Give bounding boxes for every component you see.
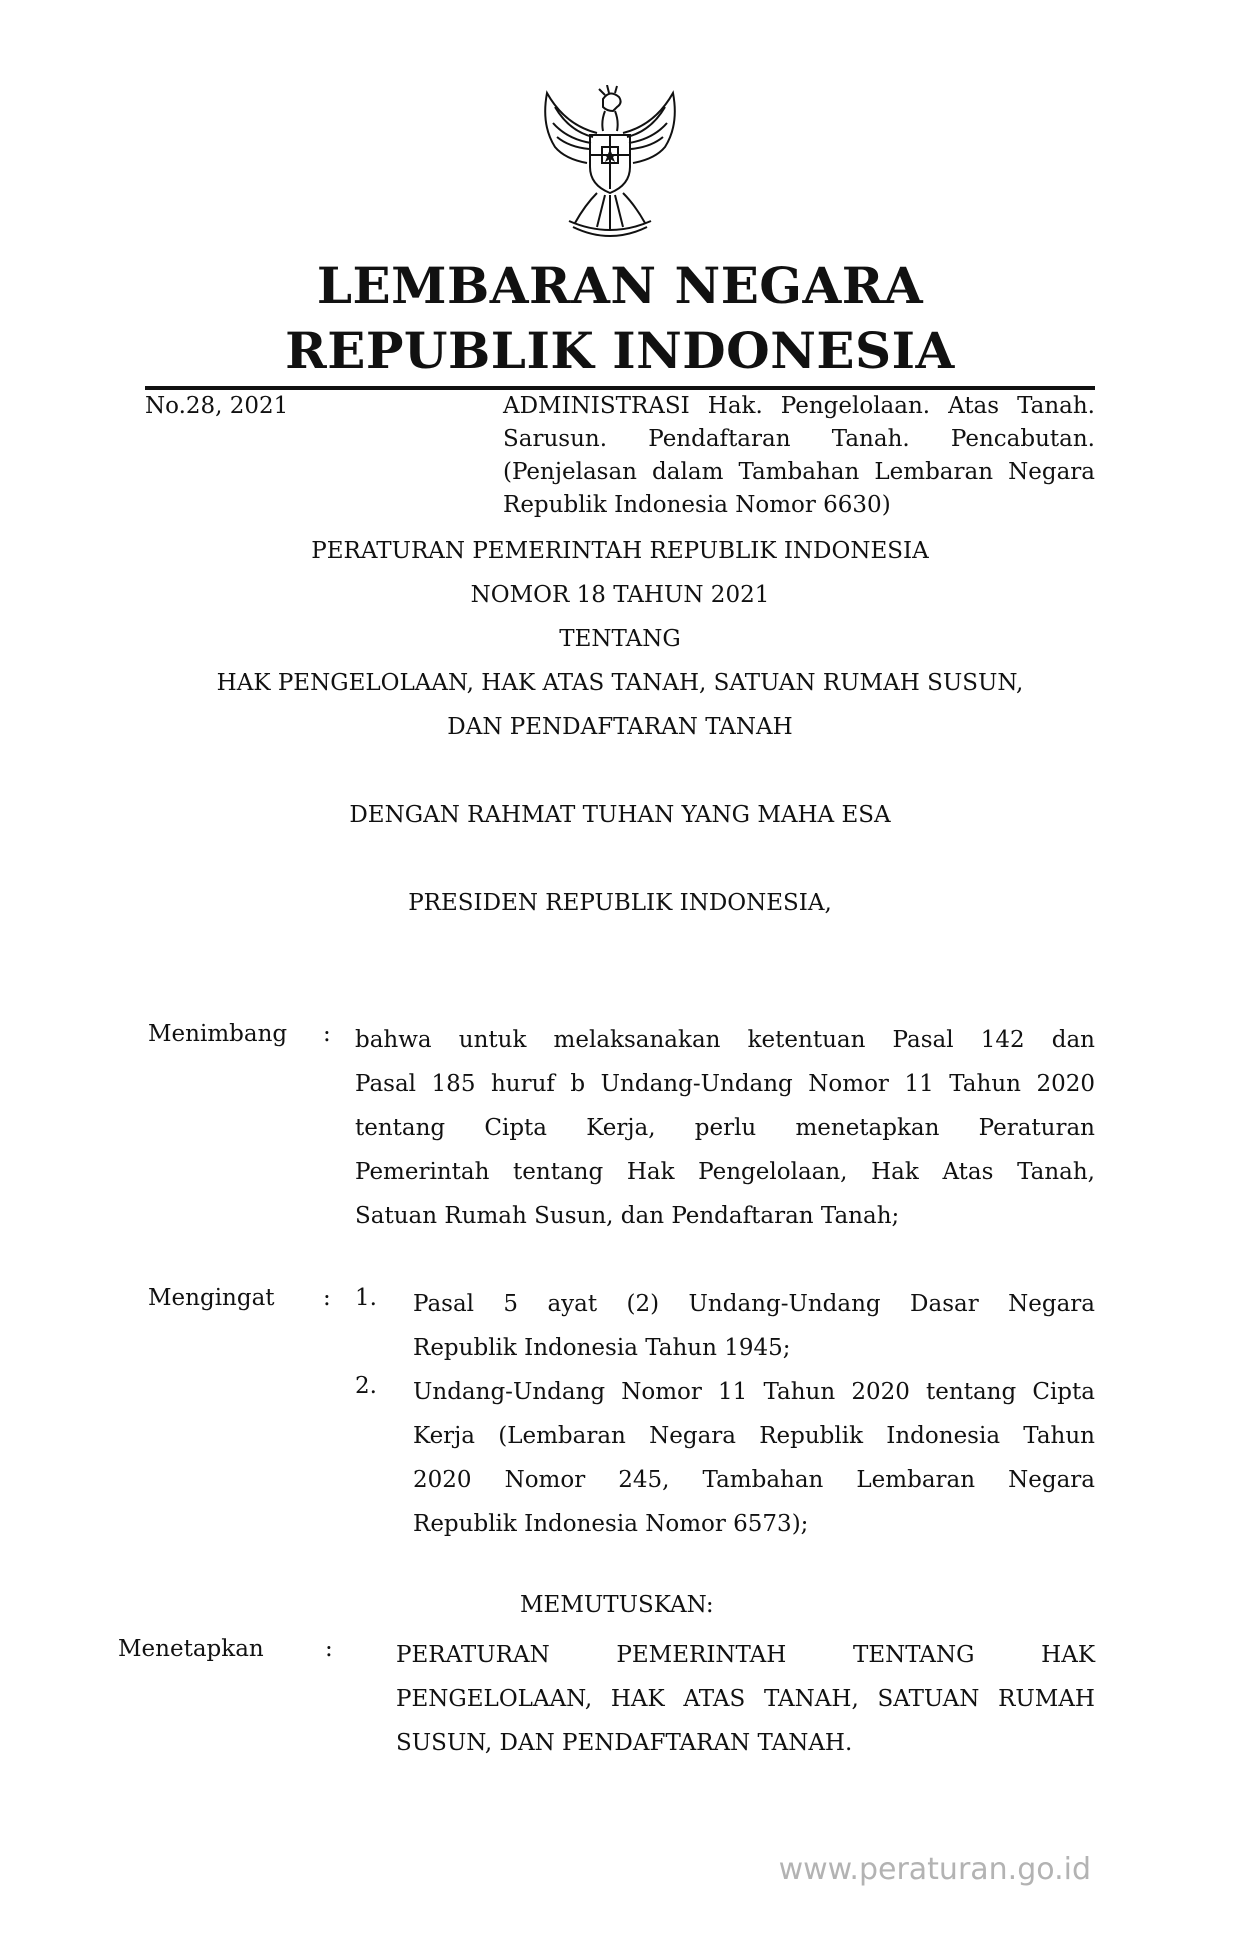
menimbang-text (355, 1018, 1095, 1238)
mengingat-label: Mengingat (148, 1285, 275, 1311)
mengingat-line: Undang-Undang Nomor 11 Tahun 2020 tentang Cipta (413, 1379, 1095, 1405)
footer-url: www.peraturan.go.id (778, 1852, 1091, 1887)
menetapkan-label: Menetapkan (118, 1636, 264, 1662)
garuda-pancasila-emblem-icon (535, 85, 685, 240)
regulation-issuer: PRESIDEN REPUBLIK INDONESIA, (408, 890, 832, 916)
menimbang-line: Pasal 185 huruf b Undang-Undang Nomor 11 Tahun 2020 (355, 1071, 1095, 1097)
regulation-about: TENTANG (559, 626, 681, 652)
mengingat-line: Kerja (Lembaran Negara Republik Indonesia Tahun (413, 1423, 1095, 1449)
mengingat-item-2 (413, 1370, 1095, 1546)
issue-number: No.28, 2021 (145, 393, 289, 419)
regulation-invocation: DENGAN RAHMAT TUHAN YANG MAHA ESA (349, 802, 891, 828)
menimbang-line: Pemerintah tentang Hak Pengelolaan, Hak Atas Tanah, (355, 1159, 1095, 1185)
regulation-title-line2: DAN PENDAFTARAN TANAH (447, 714, 793, 740)
subject-line: Republik Indonesia Nomor 6630) (503, 492, 891, 518)
regulation-number: NOMOR 18 TAHUN 2021 (470, 582, 770, 608)
mengingat-colon: : (323, 1285, 331, 1311)
menetapkan-text (396, 1633, 1095, 1765)
subject-line: Sarusun. Pendaftaran Tanah. Pencabutan. (503, 426, 1095, 452)
mengingat-item-1 (413, 1282, 1095, 1370)
regulation-title-line1: HAK PENGELOLAAN, HAK ATAS TANAH, SATUAN RUMAH SUSUN, (216, 670, 1024, 696)
menetapkan-line: PENGELOLAAN, HAK ATAS TANAH, SATUAN RUMAH (396, 1686, 1095, 1712)
menimbang-colon: : (323, 1021, 331, 1047)
menetapkan-line: SUSUN, DAN PENDAFTARAN TANAH. (396, 1730, 853, 1756)
masthead-title-line1: LEMBARAN NEGARA (316, 256, 924, 315)
menimbang-line: bahwa untuk melaksanakan ketentuan Pasal 142 dan (355, 1027, 1095, 1053)
mengingat-line: 2020 Nomor 245, Tambahan Lembaran Negara (413, 1467, 1095, 1493)
menetapkan-line: PERATURAN PEMERINTAH TENTANG HAK (396, 1642, 1095, 1668)
masthead-title-line2: REPUBLIK INDONESIA (285, 321, 955, 380)
subject-line: (Penjelasan dalam Tambahan Lembaran Negara (503, 459, 1095, 485)
menimbang-line: tentang Cipta Kerja, perlu menetapkan Peraturan (355, 1115, 1095, 1141)
menimbang-label: Menimbang (148, 1021, 288, 1047)
mengingat-line: Republik Indonesia Nomor 6573); (413, 1511, 809, 1537)
mengingat-item-number: 1. (355, 1285, 377, 1311)
decision-heading: MEMUTUSKAN: (520, 1592, 714, 1618)
subject-line: ADMINISTRASI Hak. Pengelolaan. Atas Tanah. (503, 393, 1095, 419)
mengingat-item-number: 2. (355, 1373, 377, 1399)
subject-block (503, 390, 1095, 522)
mengingat-line: Pasal 5 ayat (2) Undang-Undang Dasar Negara (413, 1291, 1095, 1317)
menimbang-line: Satuan Rumah Susun, dan Pendaftaran Tanah; (355, 1203, 900, 1229)
menetapkan-colon: : (325, 1636, 333, 1662)
regulation-type: PERATURAN PEMERINTAH REPUBLIK INDONESIA (311, 538, 929, 564)
mengingat-line: Republik Indonesia Tahun 1945; (413, 1335, 791, 1361)
